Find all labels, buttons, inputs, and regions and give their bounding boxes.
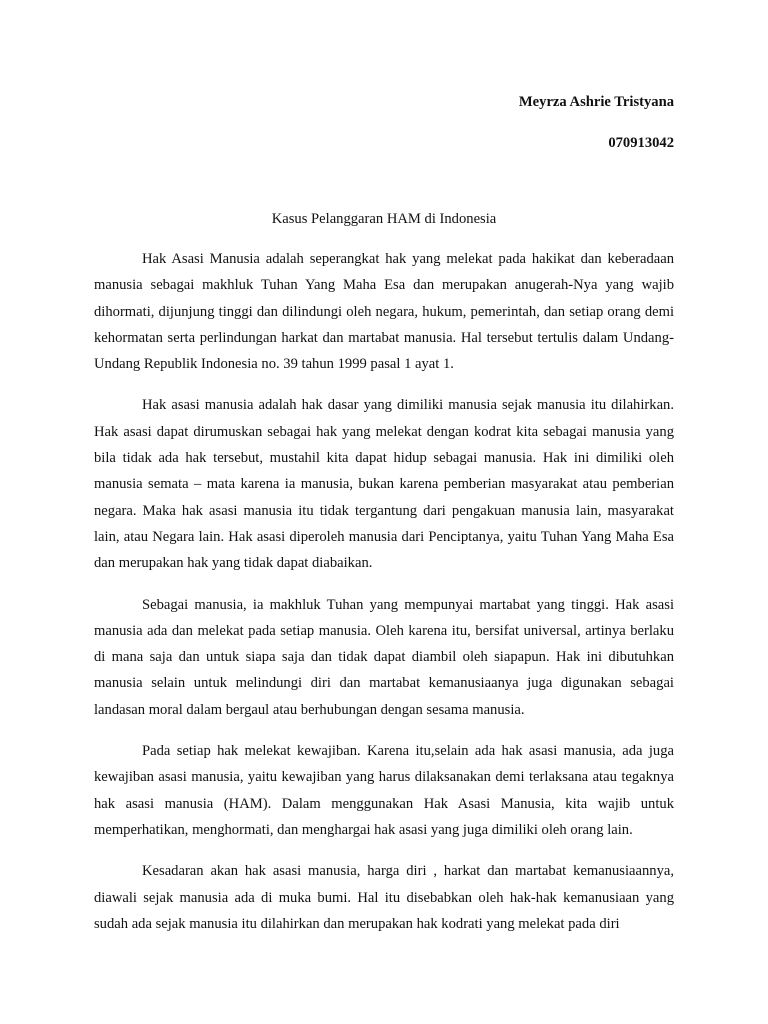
paragraph-4: Pada setiap hak melekat kewajiban. Karena itu,selain ada hak asasi manusia, ada juga kewajiban asasi manusia, yaitu kewajiban yang harus dilaksanakan demi terlaksana atau tegaknya hak asasi manusia (HAM). Dalam menggunakan Hak Asasi Manusia, kita wajib untuk memperhatikan, menghormati, dan menghargai hak asasi yang juga dimiliki oleh orang lain. — [94, 743, 674, 838]
paragraph-1: Hak Asasi Manusia adalah seperangkat hak yang melekat pada hakikat dan keberadaan manusia sebagai makhluk Tuhan Yang Maha Esa dan merupakan anugerah-Nya yang wajib dihormati, dijunjung tinggi dan dilindungi oleh negara, hukum, pemerintah, dan setiap orang demi kehormatan serta perlindungan harkat dan martabat manusia. Hal tersebut tertulis dalam Undang-Undang Republik Indonesia no. 39 tahun 1999 pasal 1 ayat 1. — [94, 251, 674, 373]
student-id: 070913042 — [608, 135, 674, 151]
document-body — [94, 246, 674, 952]
author-name: Meyrza Ashrie Tristyana — [518, 94, 674, 110]
paragraph-2: Hak asasi manusia adalah hak dasar yang dimiliki manusia sejak manusia itu dilahirkan. Hak asasi dapat dirumuskan sebagai hak yang melekat dengan kodrat kita sebagai manusia yang bila tidak ada hak tersebut, mustahil kita dapat hidup sebagai manusia. Hak ini dimiliki oleh manusia semata – mata karena ia manusia, bukan karena pemberian masyarakat atau pemberian negara. Maka hak asasi manusia itu tidak tergantung dari pengakuan manusia lain, masyarakat lain, atau Negara lain. Hak asasi diperoleh manusia dari Penciptanya, yaitu Tuhan Yang Maha Esa dan merupakan hak yang tidak dapat diabaikan. — [94, 397, 674, 572]
paragraph-5: Kesadaran akan hak asasi manusia, harga diri , harkat dan martabat kemanusiaannya, diawali sejak manusia ada di muka bumi. Hal itu disebabkan oleh hak-hak kemanusiaan yang sudah ada sejak manusia itu dilahirkan dan merupakan hak kodrati yang melekat pada diri — [94, 863, 674, 932]
document-title: Kasus Pelanggaran HAM di Indonesia — [271, 211, 497, 227]
paragraph-3: Sebagai manusia, ia makhluk Tuhan yang mempunyai martabat yang tinggi. Hak asasi manusia ada dan melekat pada setiap manusia. Oleh karena itu, bersifat universal, artinya berlaku di mana saja dan untuk siapa saja dan tidak dapat diambil oleh siapapun. Hak ini dibutuhkan manusia selain untuk melindungi diri dan martabat kemanusiaanya juga digunakan sebagai landasan moral dalam bergaul atau berhubungan dengan sesama manusia. — [94, 596, 674, 718]
